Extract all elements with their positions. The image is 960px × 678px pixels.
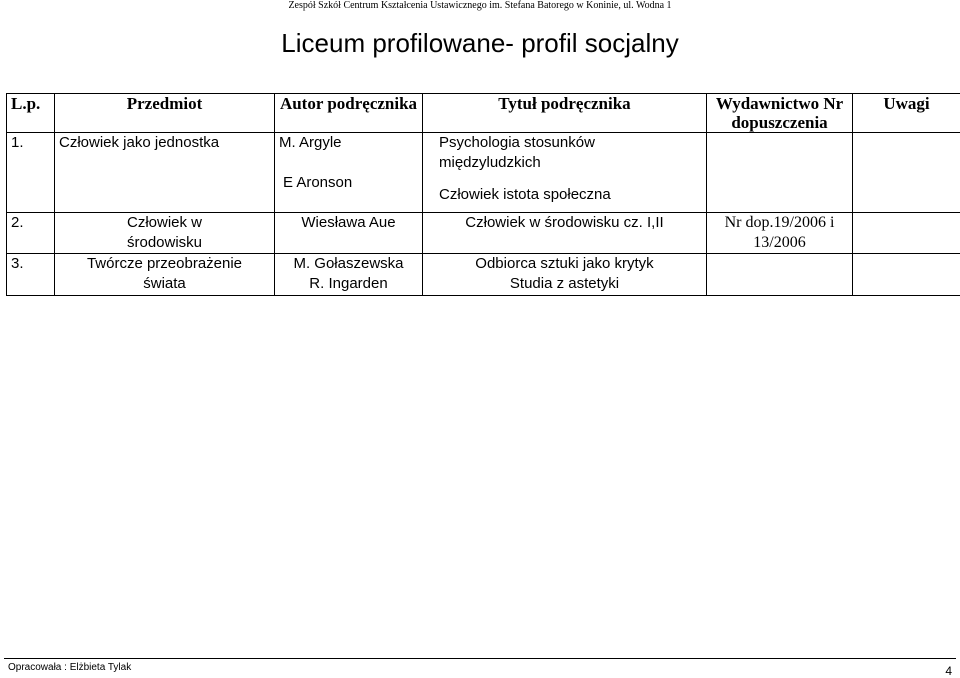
book-title: Człowiek istota społeczna: [439, 186, 611, 203]
header-lp: L.p.: [7, 94, 55, 133]
row-notes: [853, 254, 960, 296]
header-notes: Uwagi: [853, 94, 960, 133]
author-name: M. Argyle: [279, 134, 342, 151]
header-book-title: Tytuł podręcznika: [423, 94, 707, 133]
book-title: Odbiorca sztuki jako krytyk: [475, 255, 654, 272]
school-header: Zespół Szkół Centrum Kształcenia Ustawicznego im. Stefana Batorego w Koninie, ul. Wodna 1: [288, 0, 672, 11]
row-titles: [423, 213, 707, 254]
row-notes: [853, 213, 960, 254]
book-title: Psychologia stosunków międzyludzkich: [439, 134, 595, 171]
page-number: 4: [945, 664, 952, 678]
row-publisher: Nr dop.19/2006 i 13/2006: [707, 213, 853, 254]
row-subject: Człowiek jako jednostka: [55, 133, 275, 213]
row-publisher: [707, 254, 853, 296]
row-authors: [275, 254, 423, 296]
row-titles: [423, 254, 707, 296]
row-subject: Człowiek w środowisku: [55, 213, 275, 254]
author-name: E Aronson: [283, 174, 353, 191]
author-name: Wiesława Aue: [301, 214, 396, 231]
row-authors: [275, 213, 423, 254]
row-lp: 2.: [7, 213, 55, 254]
row-titles: [423, 133, 707, 213]
row-publisher: [707, 133, 853, 213]
footer-divider: [4, 658, 956, 659]
row-lp: 1.: [7, 133, 55, 213]
footer-author: Opracowała : Elżbieta Tylak: [8, 662, 132, 673]
author-name: R. Ingarden: [309, 275, 388, 292]
textbook-table: [6, 93, 960, 296]
row-lp: 3.: [7, 254, 55, 296]
author-name: M. Gołaszewska: [293, 255, 404, 272]
row-notes: [853, 133, 960, 213]
page-title: Liceum profilowane- profil socjalny: [281, 28, 679, 58]
table-row: [7, 254, 960, 296]
table-row: [7, 133, 960, 213]
row-subject: Twórcze przeobrażenie świata: [55, 254, 275, 296]
header-publisher: Wydawnictwo Nr dopuszczenia: [707, 94, 853, 133]
header-subject: Przedmiot: [55, 94, 275, 133]
row-authors: [275, 133, 423, 213]
book-title: Człowiek w środowisku cz. I,II: [465, 214, 664, 231]
table-header-row: [7, 94, 960, 133]
header-author: Autor podręcznika: [275, 94, 423, 133]
table-row: [7, 213, 960, 254]
book-title: Studia z astetyki: [509, 275, 620, 292]
